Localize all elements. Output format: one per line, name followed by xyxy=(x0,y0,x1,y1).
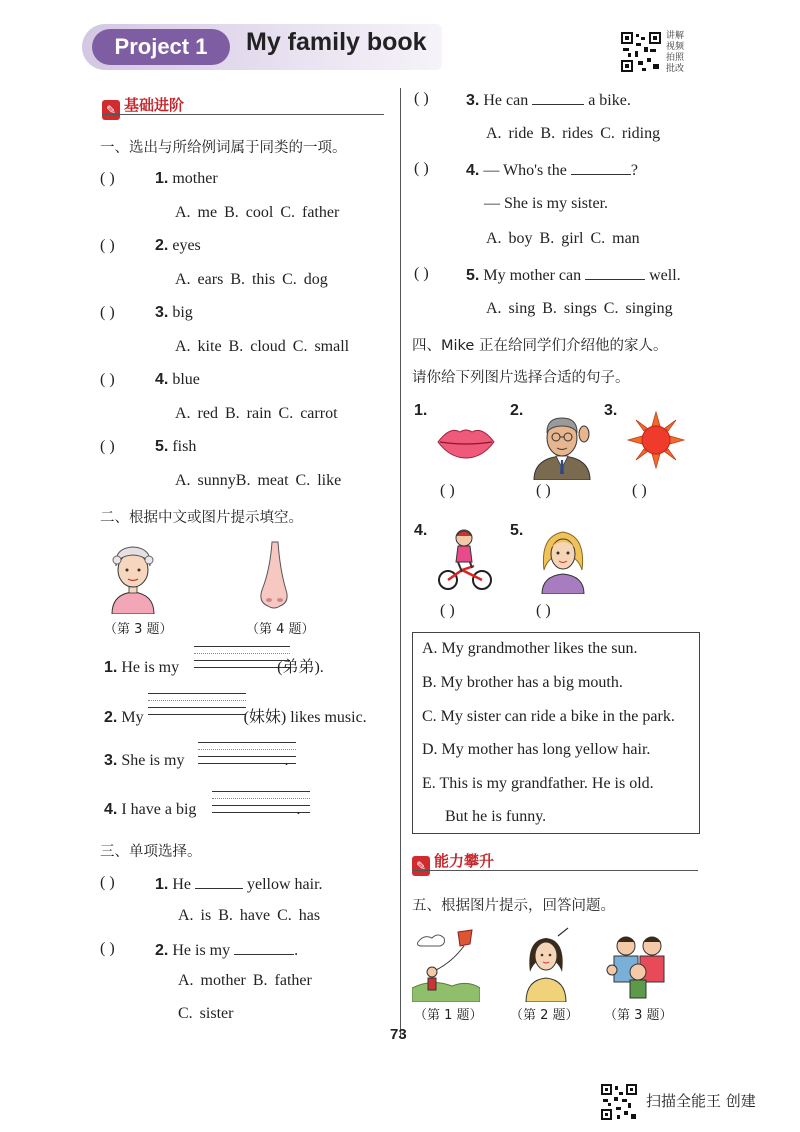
picture-number: 4. xyxy=(414,522,428,539)
answer-paren[interactable]: ( ) xyxy=(100,940,115,957)
section-rule xyxy=(102,114,384,115)
part4-heading: 四、Mike 正在给同学们介绍他的家人。 xyxy=(412,338,668,354)
list-item: 5. fish xyxy=(155,438,197,455)
choice-item-2: 2. He is my . xyxy=(155,942,299,959)
choice-item-3: 3. He can a bike. xyxy=(466,92,631,109)
blank-line[interactable] xyxy=(585,265,645,280)
fill-item-1: 1. He is my (弟弟). xyxy=(104,659,324,676)
options: A. sing B. sings C. singing xyxy=(486,300,673,317)
sentence-option: But he is funny. xyxy=(445,808,547,825)
answer-paren[interactable]: ( ) xyxy=(100,371,115,388)
options: A. kite B. cloud C. small xyxy=(175,338,350,355)
choice-item-1: 1. He yellow hair. xyxy=(155,876,323,893)
answer-paren[interactable]: ( ) xyxy=(536,482,551,499)
part3-heading: 三、单项选择。 xyxy=(100,844,202,860)
caption-q2: （第 2 题） xyxy=(510,1008,579,1023)
picture-number: 2. xyxy=(510,402,524,419)
answer-paren[interactable]: ( ) xyxy=(100,237,115,254)
page-number: 73 xyxy=(390,1026,407,1043)
options: A. ears B. this C. dog xyxy=(175,271,328,288)
options: A. me B. cool C. father xyxy=(175,204,340,221)
options: C. sister xyxy=(178,1005,234,1022)
dialogue-line: — She is my sister. xyxy=(484,195,609,212)
fill-item-3: 3. She is my . xyxy=(104,752,289,769)
options: A. sunnyB. meat C. like xyxy=(175,472,342,489)
answer-paren[interactable]: ( ) xyxy=(414,90,429,107)
blank-line[interactable] xyxy=(234,940,294,955)
part4-heading-2: 请你给下列图片选择合适的句子。 xyxy=(412,370,630,386)
answer-paren[interactable]: ( ) xyxy=(100,170,115,187)
answer-paren[interactable]: ( ) xyxy=(440,602,455,619)
sentence-option: B. My brother has a big mouth. xyxy=(422,674,623,691)
section-rule xyxy=(412,870,698,871)
pencil-icon: ✎ xyxy=(412,856,430,876)
sentence-options-box xyxy=(412,632,700,834)
kite-picture-icon xyxy=(412,928,480,1002)
pencil-icon: ✎ xyxy=(102,100,120,120)
sentence-option: A. My grandmother likes the sun. xyxy=(422,640,638,657)
page-title: My family book xyxy=(246,28,427,56)
caption-q4: （第 4 题） xyxy=(246,622,315,637)
sun-picture-icon xyxy=(626,410,686,470)
picture-number: 3. xyxy=(604,402,618,419)
caption-q3: （第 3 题） xyxy=(604,1008,673,1023)
choice-item-5: 5. My mother can well. xyxy=(466,267,681,284)
answer-paren[interactable]: ( ) xyxy=(100,304,115,321)
answer-paren[interactable]: ( ) xyxy=(440,482,455,499)
sentence-option: E. This is my grandfather. He is old. xyxy=(422,775,654,792)
options: A. mother B. father xyxy=(178,972,312,989)
girl-on-bike-picture-icon xyxy=(436,526,494,592)
nose-picture-icon xyxy=(256,540,292,612)
family-picture-icon xyxy=(604,932,674,1000)
caption-q3: （第 3 题） xyxy=(104,622,173,637)
mother-picture-icon xyxy=(534,526,592,594)
answer-paren[interactable]: ( ) xyxy=(536,602,551,619)
qr-code-icon[interactable] xyxy=(620,31,662,73)
options: A. red B. rain C. carrot xyxy=(175,405,338,422)
section-tag-advanced: ✎ 能力攀升 xyxy=(412,850,494,874)
answer-paren[interactable]: ( ) xyxy=(414,160,429,177)
blank-line[interactable] xyxy=(195,874,243,889)
options: A. ride B. rides C. riding xyxy=(486,125,661,142)
sentence-option: D. My mother has long yellow hair. xyxy=(422,741,651,758)
footer-watermark-text: 扫描全能王 创建 xyxy=(646,1092,756,1110)
sentence-option: C. My sister can ride a bike in the park. xyxy=(422,708,675,725)
answer-paren[interactable]: ( ) xyxy=(100,874,115,891)
scanner-qr-icon xyxy=(600,1083,638,1121)
part5-heading: 五、根据图片提示，回答问题。 xyxy=(412,898,615,914)
answer-paren[interactable]: ( ) xyxy=(632,482,647,499)
list-item: 1. mother xyxy=(155,170,218,187)
list-item: 2. eyes xyxy=(155,237,201,254)
woman-picture-icon xyxy=(520,926,572,1002)
fill-item-4: 4. I have a big . xyxy=(104,801,301,818)
part1-heading: 一、选出与所给例词属于同类的一项。 xyxy=(100,140,347,156)
list-item: 4. blue xyxy=(155,371,200,388)
fill-item-2: 2. My (妹妹) likes music. xyxy=(104,709,367,726)
blank-line[interactable] xyxy=(571,160,631,175)
qr-caption: 讲解视频 拍照批改 xyxy=(666,31,685,74)
answer-paren[interactable]: ( ) xyxy=(100,438,115,455)
picture-number: 5. xyxy=(510,522,524,539)
options: A. is B. have C. has xyxy=(178,907,321,924)
caption-q1: （第 1 题） xyxy=(414,1008,483,1023)
column-divider xyxy=(400,88,401,1036)
choice-item-4: 4. — Who's the ? xyxy=(466,162,638,179)
section-tag-basic: ✎ 基础进阶 xyxy=(102,94,184,118)
blank-line[interactable] xyxy=(532,90,584,105)
project-label: Project 1 xyxy=(92,29,230,65)
list-item: 3. big xyxy=(155,304,193,321)
part2-heading: 二、根据中文或图片提示填空。 xyxy=(100,510,303,526)
options: A. boy B. girl C. man xyxy=(486,230,640,247)
grandmother-picture-icon xyxy=(104,540,162,614)
picture-number: 1. xyxy=(414,402,428,419)
lips-picture-icon xyxy=(436,422,496,462)
grandfather-picture-icon xyxy=(530,410,594,480)
answer-paren[interactable]: ( ) xyxy=(414,265,429,282)
